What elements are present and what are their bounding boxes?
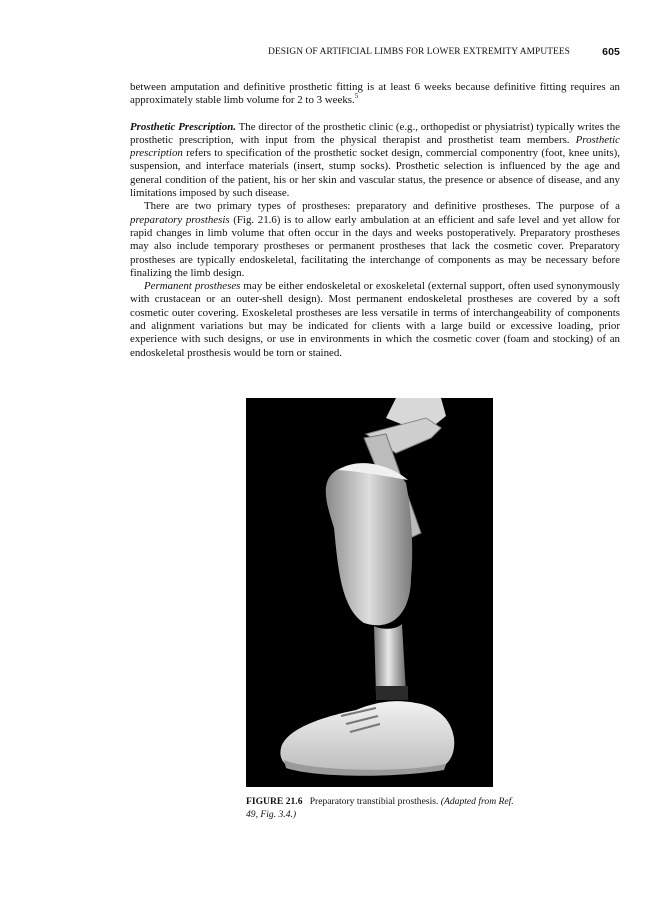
paragraph-1 (130, 81, 620, 108)
body-text (130, 81, 620, 360)
figure-caption-text: Preparatory transtibial prosthesis. (309, 796, 439, 807)
paragraph-2-text-a: The director of the prosthetic clinic (e.g., orthopedist or physiatrist) typically writes the prosthetic prescription, with input from the physical therapist and prosthetist team members. (130, 120, 620, 146)
paragraph-3 (130, 200, 620, 280)
paragraph-4 (130, 280, 620, 360)
running-header (130, 47, 620, 61)
term-prosthetic-prescription: Prosthetic prescription (130, 133, 620, 160)
paragraph-2-text-b: refers to specification of the prosthetic socket design, commercial componentry (foot, knee units), suspension, and interface materials (insert, stump socks). Prosthetic selection is influenced by the age and general condition of the patient, his or her skin and vascular status, the presence or absence of disease, and any limitations imposed by such disease. (130, 147, 620, 200)
paragraph-4-text: may be either endoskeletal or exoskeletal (external support, often used synonymously with crustacean or an outer-shell design). Most permanent endoskeletal prostheses are covered by a soft cosmetic outer covering. Exoskeletal prostheses are less versatile in terms of interchangeability of components and alignment variations but may be indicated for clients with a large build or excessive loading, prior experience with such designs, or use in environments in which the cosmetic cover (foam and stocking) of an endoskeletal prosthesis would be torn or stained. (130, 280, 620, 359)
term-preparatory-prosthesis: preparatory prosthesis (130, 213, 230, 226)
section-heading: Prosthetic Prescription. (130, 120, 236, 133)
paragraph-2 (130, 121, 620, 201)
ankle-adapter (376, 686, 408, 700)
pylon (374, 624, 406, 697)
reference-marker: 5 (354, 92, 359, 101)
figure-source: (Adapted from Ref. 49, Fig. 3.4.) (246, 796, 514, 820)
figure-caption (246, 796, 516, 821)
prosthesis-illustration (246, 398, 493, 787)
term-permanent-prostheses: Permanent prostheses (144, 280, 241, 293)
paragraph-3-text-a: There are two primary types of prostheses: preparatory and definitive prostheses. The purpose of a (144, 200, 620, 213)
page-number: 605 (602, 46, 620, 58)
running-title: DESIGN OF ARTIFICIAL LIMBS FOR LOWER EXTREMITY AMPUTEES (268, 47, 570, 57)
shoe (280, 701, 454, 772)
figure-photo-prosthesis (246, 398, 493, 787)
figure-label: FIGURE 21.6 (246, 796, 303, 807)
paragraph-1-text: between amputation and definitive prosthetic fitting is at least 6 weeks because definitive fitting requires an approximately stable limb volume for 2 to 3 weeks. (130, 81, 620, 107)
prosthetic-socket (326, 465, 412, 625)
paragraph-3-text-b: (Fig. 21.6) is to allow early ambulation at an efficient and safe level and yet allow for rapid changes in limb volume that often occur in the days and weeks postoperatively. Preparatory prostheses may also include temporary prostheses or permanent prostheses that lack the cosmetic cover. Preparatory prostheses are typically endoskeletal, facilitating the interchange of components as may be necessary before finalizing the limb design. (130, 213, 620, 279)
